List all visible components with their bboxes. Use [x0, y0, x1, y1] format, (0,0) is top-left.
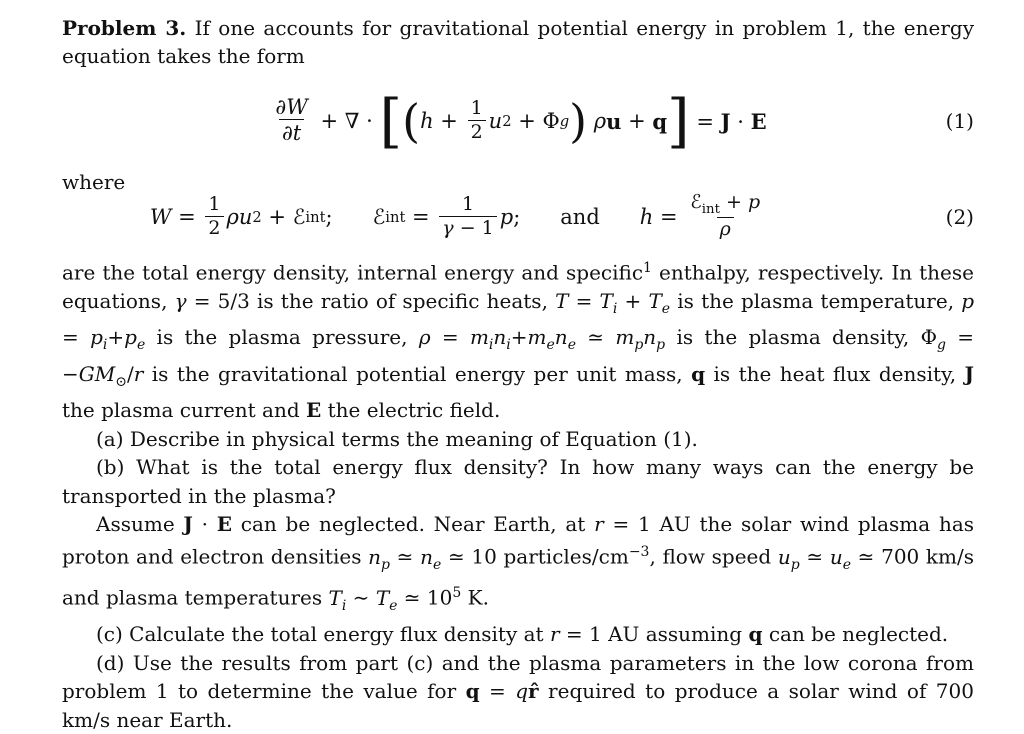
part-b: (b) What is the total energy flux density? In how many ways can the energy be transported in the plasma?	[62, 455, 974, 508]
part-c: (c) Calculate the total energy flux density at r = 1 AU assuming q can be neglected.	[96, 622, 949, 647]
problem-page	[62, 14, 975, 732]
equation-2-number: (2)	[945, 205, 974, 229]
where-label: where	[62, 170, 126, 194]
problem-intro	[62, 14, 974, 71]
equation-1-number: (1)	[945, 109, 974, 133]
and-text: and	[560, 205, 600, 229]
part-d: (d) Use the results from part (c) and the plasma parameters in the low corona from problem 1 to determine the value for q = qr̂ required to produce a solar wind of 700 km/s near Earth.	[62, 650, 974, 732]
equation-1: $\frac{\partial W}{\partial t}$ + ∇ · [ ( h + $\frac{1}{2}$ u 2 + Φ g ) ρ u + q ] = J · E (1)	[275, 87, 974, 155]
part-a: (a) Describe in physical terms the meaning of Equation (1).	[96, 426, 698, 451]
equation-2: W = $\frac{1}{2}$ ρu 2 + ℰ int ; ℰ int = $\frac{1}{\gamma - 1}$ p ; and h = $\frac{ℰ_{int} + p}{\rho}$ (2)	[149, 191, 974, 241]
definitions-paragraph: are the total energy density, internal energy and specific$^1$ enthalpy, respectively. In these equations, γ = 5/3 is the ratio of specific heats, $T = T_i + T_e$ is the plasma temperature, $p = p_i+p_e$ is the plasma pressure, $\rho = m_in_i+m_en_e$ ≃ $m_pn_p$ is the plasma density, $\Phi_g = -GM_⊙/r$ is the gravitational potential energy per unit mass, q is the heat flux density, J the plasma current and E the electric field.	[62, 260, 975, 423]
assumptions-paragraph: Assume J · E can be neglected. Near Earth, at r = 1 AU the solar wind plasma has proton and electron densities $n_p$ ≃ $n_e$ ≃ 10 particles/$cm^{-3}$, flow speed $u_p$ ≃ $u_e$ ≃ 700 km/s and plasma temperatures $T_i$ ∼ $T_e$ ≃ $10^5$ K.	[62, 511, 975, 615]
intro-text: If one accounts for gravitational potential energy in problem 1, the energy equation takes the form	[62, 16, 975, 69]
problem-label: Problem 3.	[62, 16, 187, 40]
